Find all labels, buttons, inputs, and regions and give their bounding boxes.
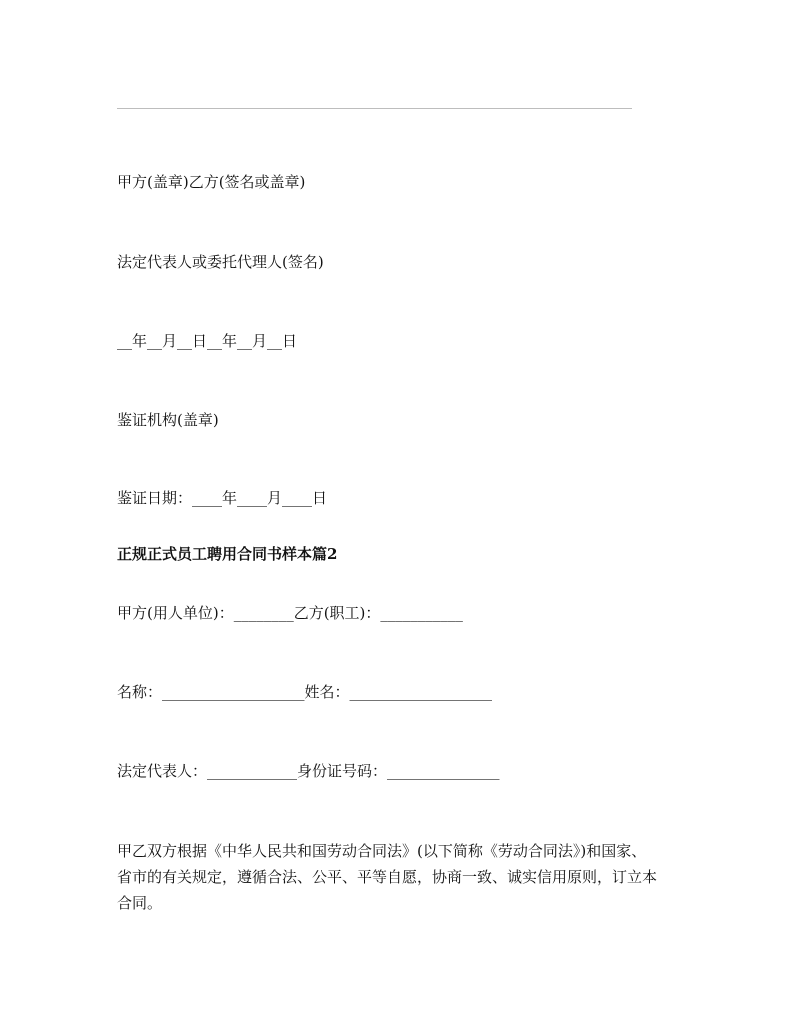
party-fields-line: 甲方(用人单位)：________乙方(职工)：___________ [117, 604, 463, 622]
signature-date-line: __年__月__日__年__月__日 [117, 332, 298, 350]
preamble-line: 省市的有关规定，遵循合法、公平、平等自愿，协商一致、诚实信用原则，订立本 [117, 868, 658, 886]
name-fields-line: 名称：___________________姓名：___________________ [117, 683, 493, 701]
preamble-line: 合同。 [117, 894, 163, 912]
separator-line [117, 108, 632, 109]
preamble-paragraph [117, 838, 692, 916]
notary-seal-line: 鉴证机构(盖章) [117, 411, 219, 429]
rep-id-fields-line: 法定代表人：____________身份证号码：_______________ [117, 762, 500, 780]
notary-date-line: 鉴证日期：____年____月____日 [117, 489, 328, 507]
parties-signature-line: 甲方(盖章)乙方(签名或盖章) [117, 173, 306, 191]
section-heading: 正规正式员工聘用合同书样本篇2 [117, 545, 338, 563]
preamble-line: 甲乙双方根据《中华人民共和国劳动合同法》(以下简称《劳动合同法》)和国家、 [117, 842, 647, 860]
representative-signature-line: 法定代表人或委托代理人(签名) [117, 253, 324, 271]
